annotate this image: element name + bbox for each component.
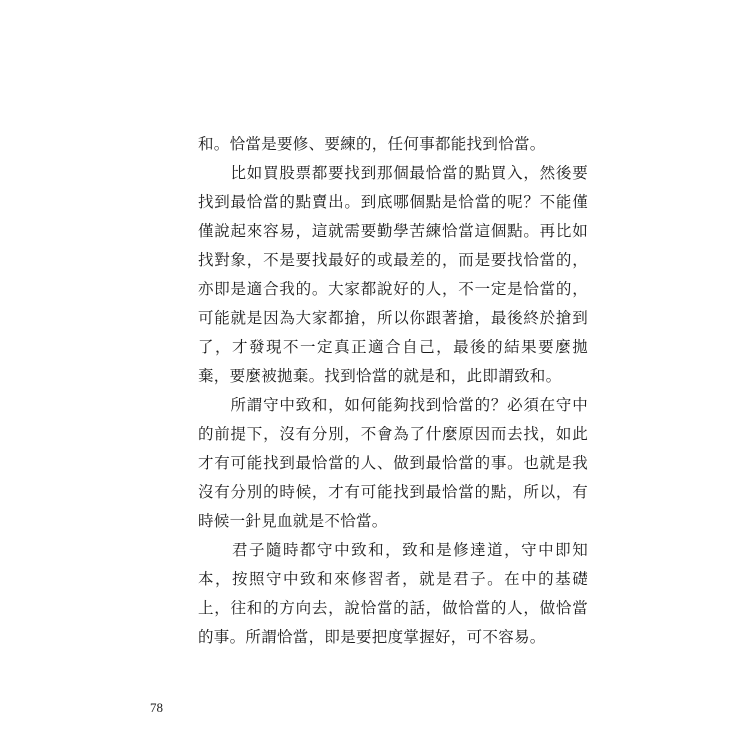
paragraph-2-line-4: 找對象，不是要找最好的或最差的，而是要找恰當的，	[198, 251, 588, 269]
page-number: 78	[150, 700, 163, 715]
paragraph-2-line-6: 可能就是因為大家都搶，所以你跟著搶，最後終於搶到	[198, 309, 588, 327]
paragraph-2-line-7: 了，才發現不一定真正適合自己，最後的結果要麼拋	[198, 338, 588, 356]
paragraph-1-line-1: 和。恰當是要修、要練的，任何事都能找到恰當。	[198, 135, 546, 153]
paragraph-4-line-4: 的事。所謂恰當，即是要把度掌握好，可不容易。	[198, 628, 546, 646]
paragraph-3-line-3: 才有可能找到最恰當的人、做到最恰當的事。也就是我	[198, 454, 588, 472]
paragraph-4-line-3: 上，往和的方向去，說恰當的話，做恰當的人，做恰當	[198, 599, 588, 617]
paragraph-3-line-1: 所謂守中致和，如何能夠找到恰當的？必須在守中	[198, 396, 588, 414]
paragraph-3-line-2: 的前提下，沒有分別，不會為了什麼原因而去找，如此	[198, 425, 588, 443]
paragraph-2-line-3: 僅說起來容易，這就需要勤學苦練恰當這個點。再比如	[198, 222, 588, 240]
paragraph-2-line-5: 亦即是適合我的。大家都說好的人，不一定是恰當的，	[198, 280, 588, 298]
paragraph-2-line-1: 比如買股票都要找到那個最恰當的點買入，然後要	[198, 164, 588, 182]
paragraph-2-line-8: 棄，要麼被拋棄。找到恰當的就是和，此即謂致和。	[198, 367, 562, 385]
paragraph-2-line-2: 找到最恰當的點賣出。到底哪個點是恰當的呢？不能僅	[198, 193, 588, 211]
paragraph-4-line-1: 君子隨時都守中致和，致和是修達道，守中即知	[198, 541, 588, 559]
paragraph-4-line-2: 本，按照守中致和來修習者，就是君子。在中的基礎	[198, 570, 588, 588]
paragraph-3-line-5: 時候一針見血就是不恰當。	[198, 512, 388, 530]
paragraph-3-line-4: 沒有分別的時候，才有可能找到最恰當的點，所以，有	[198, 483, 588, 501]
body-text	[198, 130, 588, 652]
